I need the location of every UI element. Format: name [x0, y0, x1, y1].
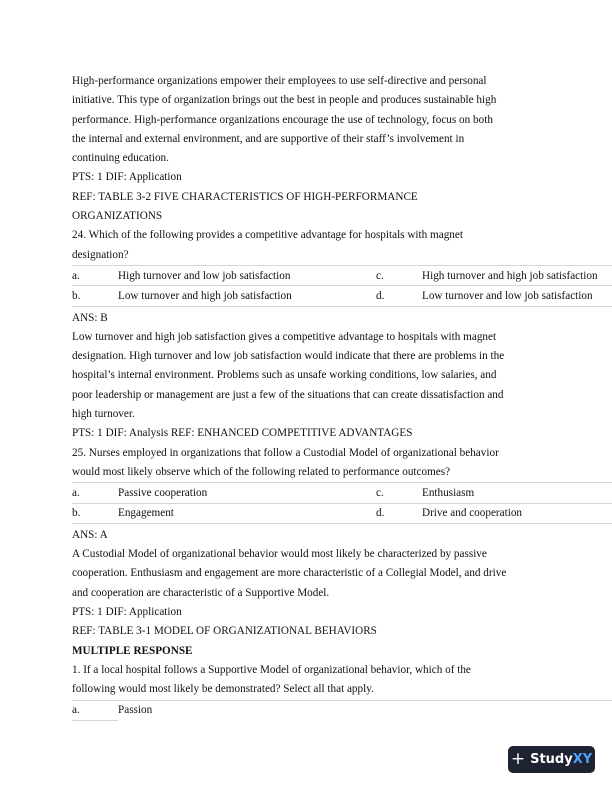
option-letter: b. — [72, 286, 118, 306]
options-row — [72, 265, 612, 285]
intro-ref: REF: TABLE 3-2 FIVE CHARACTERISTICS OF HIGH-PERFORMANCE — [72, 190, 418, 203]
options-row — [72, 286, 612, 306]
option-letter: c. — [376, 483, 422, 503]
option-letter: d. — [376, 286, 422, 306]
pts: PTS: 1 DIF: Application — [72, 606, 182, 619]
ref: REF: TABLE 3-1 MODEL OF ORGANIZATIONAL BEHAVIORS — [72, 625, 377, 638]
option-text: Low turnover and low job satisfaction — [422, 286, 612, 306]
pts-ref: PTS: 1 DIF: Analysis REF: ENHANCED COMPETITIVE ADVANTAGES — [72, 427, 413, 440]
rationale-line: Low turnover and high job satisfaction gives a competitive advantage to hospitals with magnet — [72, 330, 497, 343]
rationale-line: hospital’s internal environment. Problems such as unsafe working conditions, low salaries, and — [72, 369, 497, 382]
intro-pts: PTS: 1 DIF: Application — [72, 171, 182, 184]
rationale-line: high turnover. — [72, 408, 135, 421]
option-text: Enthusiasm — [422, 483, 612, 503]
options-row — [72, 700, 612, 720]
option-text: Engagement — [118, 503, 376, 523]
question-stem: 1. If a local hospital follows a Supportive Model of organizational behavior, which of the — [72, 663, 471, 676]
option-letter: d. — [376, 503, 422, 523]
question-stem: 24. Which of the following provides a competitive advantage for hospitals with magnet — [72, 229, 463, 242]
option-letter: a. — [72, 483, 118, 503]
rationale-line: A Custodial Model of organizational behavior would most likely be characterized by passive — [72, 548, 487, 561]
option-letter: a. — [72, 700, 118, 720]
answer: ANS: B — [72, 311, 108, 324]
options-table — [72, 482, 612, 524]
options-row — [72, 483, 612, 503]
mr-question-1 — [72, 661, 612, 721]
option-letter: c. — [376, 265, 422, 285]
option-letter: a. — [72, 265, 118, 285]
rationale-line: cooperation. Enthusiasm and engagement are more characteristic of a Collegial Model, and drive — [72, 567, 507, 580]
document-page — [72, 72, 612, 721]
text-line: initiative. This type of organization brings out the best in people and produces sustainable high — [72, 94, 497, 107]
question-24 — [72, 226, 612, 443]
question-stem: 25. Nurses employed in organizations that follow a Custodial Model of organizational behavior — [72, 446, 499, 459]
text-line: the internal and external environment, and are supportive of their staff’s involvement in — [72, 132, 465, 145]
options-table — [72, 700, 612, 721]
text-line: High-performance organizations empower their employees to use self-directive and personal — [72, 75, 487, 87]
options-row — [72, 503, 612, 523]
question-stem-cont: would most likely observe which of the following related to performance outcomes? — [72, 465, 451, 478]
option-text: Low turnover and high job satisfaction — [118, 286, 376, 306]
question-25 — [72, 444, 612, 642]
option-text: Drive and cooperation — [422, 503, 612, 523]
studyxy-badge[interactable] — [508, 746, 595, 773]
answer: ANS: A — [72, 528, 108, 541]
option-text: Passive cooperation — [118, 483, 376, 503]
question-stem-cont: following would most likely be demonstrated? Select all that apply. — [72, 683, 374, 696]
question-stem-cont: designation? — [72, 248, 129, 261]
rationale-line: poor leadership or management are just a few of the situations that can create dissatisfaction and — [72, 388, 504, 401]
brand-main: Study — [530, 752, 573, 767]
intro-ref-cont: ORGANIZATIONS — [72, 210, 163, 223]
option-letter: b. — [72, 503, 118, 523]
section-heading: MULTIPLE RESPONSE — [72, 644, 193, 657]
text-line: continuing education. — [72, 152, 169, 165]
plus-icon: + — [510, 749, 526, 769]
option-text: High turnover and low job satisfaction — [118, 265, 376, 285]
option-text: Passion — [118, 700, 612, 720]
rationale-line: designation. High turnover and low job satisfaction would indicate that there are problems in the — [72, 350, 505, 363]
intro-rationale — [72, 72, 612, 168]
brand-accent: XY — [572, 752, 593, 767]
text-line: performance. High-performance organizations encourage the use of technology, focus on both — [72, 113, 493, 126]
option-text: High turnover and high job satisfaction — [422, 265, 612, 285]
options-table — [72, 265, 612, 307]
rationale-line: and cooperation are characteristic of a Supportive Model. — [72, 586, 330, 599]
